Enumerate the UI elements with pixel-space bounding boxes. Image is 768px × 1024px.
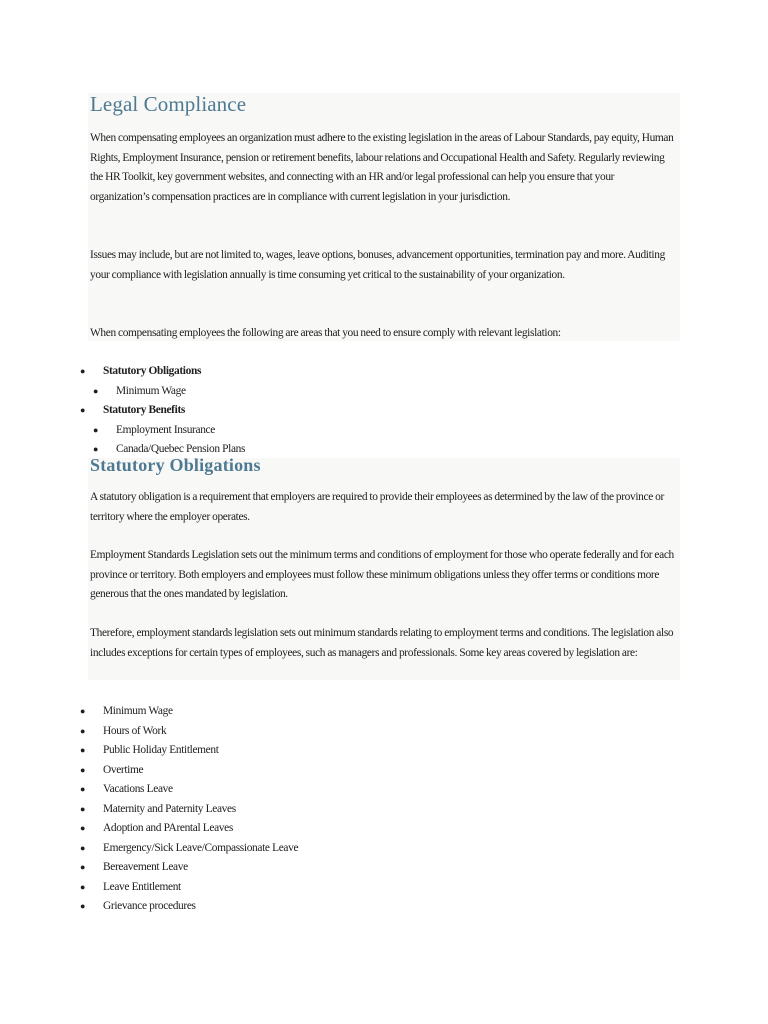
legal-compliance-heading: Legal Compliance: [90, 92, 247, 116]
list-item-label: Emergency/Sick Leave/Compassionate Leave: [103, 841, 299, 854]
bullet-icon: ●: [80, 881, 86, 892]
legal-compliance-paragraph-3: When compensating employees the following are areas that you need to ensure comply with relevant legislation:: [90, 327, 561, 339]
statutory-obligations-paragraph-2: Employment Standards Legislation sets out the minimum terms and conditions of employment for those who operate federally and for each province or territory. Both employers and employees must follow these minimum obligations unless they offer terms or conditions more generous that the ones mandated by legislation.: [90, 549, 674, 600]
bullet-icon: ●: [80, 366, 86, 376]
list-item: [0, 800, 298, 820]
list-item: [0, 722, 298, 742]
list-item: [0, 362, 245, 382]
compliance-areas-list: [0, 362, 245, 460]
list-item: [0, 897, 298, 917]
list-item-label: Hours of Work: [103, 724, 167, 737]
list-item: [0, 858, 298, 878]
list-item: [0, 761, 298, 781]
legal-compliance-paragraph-1: When compensating employees an organization must adhere to the existing legislation in the areas of Labour Standards, pay equity, Human Rights, Employment Insurance, pension or retirement benefits, labour relations and Occupational Health and Safety. Regularly reviewing the HR Toolkit, key government websites, and connecting with an HR and/or legal professional can help you ensure that your organization’s compensation practices are in compliance with current legislation in your jurisdiction.: [90, 132, 674, 203]
bullet-icon: ●: [80, 745, 86, 755]
list-item-label: Employment Insurance: [116, 423, 215, 436]
bullet-icon: ●: [93, 424, 99, 435]
list-item-label: Leave Entitlement: [103, 880, 181, 893]
list-item: [0, 839, 298, 859]
list-item-label: Public Holiday Entitlement: [103, 744, 219, 756]
statutory-obligations-heading: Statutory Obligations: [90, 455, 261, 475]
list-item-label: Bereavement Leave: [103, 861, 188, 873]
list-item-label: Statutory Benefits: [103, 404, 185, 416]
bullet-icon: ●: [80, 725, 86, 736]
bullet-icon: ●: [93, 444, 99, 454]
list-item-label: Canada/Quebec Pension Plans: [116, 443, 246, 455]
list-item-label: Adoption and PArental Leaves: [103, 822, 233, 834]
key-areas-list: [0, 702, 298, 917]
list-item: [0, 401, 245, 421]
bullet-icon: ●: [93, 385, 99, 396]
list-item-label: Maternity and Paternity Leaves: [103, 802, 236, 815]
list-item: [0, 421, 245, 441]
bullet-icon: ●: [80, 764, 86, 775]
bullet-icon: ●: [80, 803, 86, 814]
bullet-icon: ●: [80, 405, 86, 415]
list-item: [0, 878, 298, 898]
list-item: [0, 382, 245, 402]
bullet-icon: ●: [80, 784, 86, 794]
bullet-icon: ●: [80, 842, 86, 853]
bullet-icon: ●: [80, 901, 86, 911]
bullet-icon: ●: [80, 706, 86, 716]
legal-compliance-paragraph-2: Issues may include, but are not limited to, wages, leave options, bonuses, advancement opportunities, termination pay and more. Auditing your compliance with legislation annually is time consuming yet critical to the sustainability of your organization.: [90, 249, 665, 281]
list-item-label: Overtime: [103, 763, 144, 776]
list-item-label: Minimum Wage: [103, 705, 173, 717]
list-item: [0, 702, 298, 722]
list-item: [0, 741, 298, 761]
list-item-label: Grievance procedures: [103, 900, 196, 912]
statutory-obligations-paragraph-1: A statutory obligation is a requirement that employers are required to provide their employees as determined by the law of the province or territory where the employer operates.: [90, 491, 664, 523]
list-item-label: Minimum Wage: [116, 384, 186, 397]
list-item-label: Vacations Leave: [103, 783, 173, 795]
list-item: [0, 819, 298, 839]
bullet-icon: ●: [80, 823, 86, 833]
statutory-obligations-paragraph-3: Therefore, employment standards legislation sets out minimum standards relating to employment terms and conditions. The legislation also includes exceptions for certain types of employees, such as managers and professionals. Some key areas covered by legislation are:: [90, 627, 674, 659]
bullet-icon: ●: [80, 862, 86, 872]
list-item: [0, 780, 298, 800]
list-item-label: Statutory Obligations: [103, 365, 202, 377]
